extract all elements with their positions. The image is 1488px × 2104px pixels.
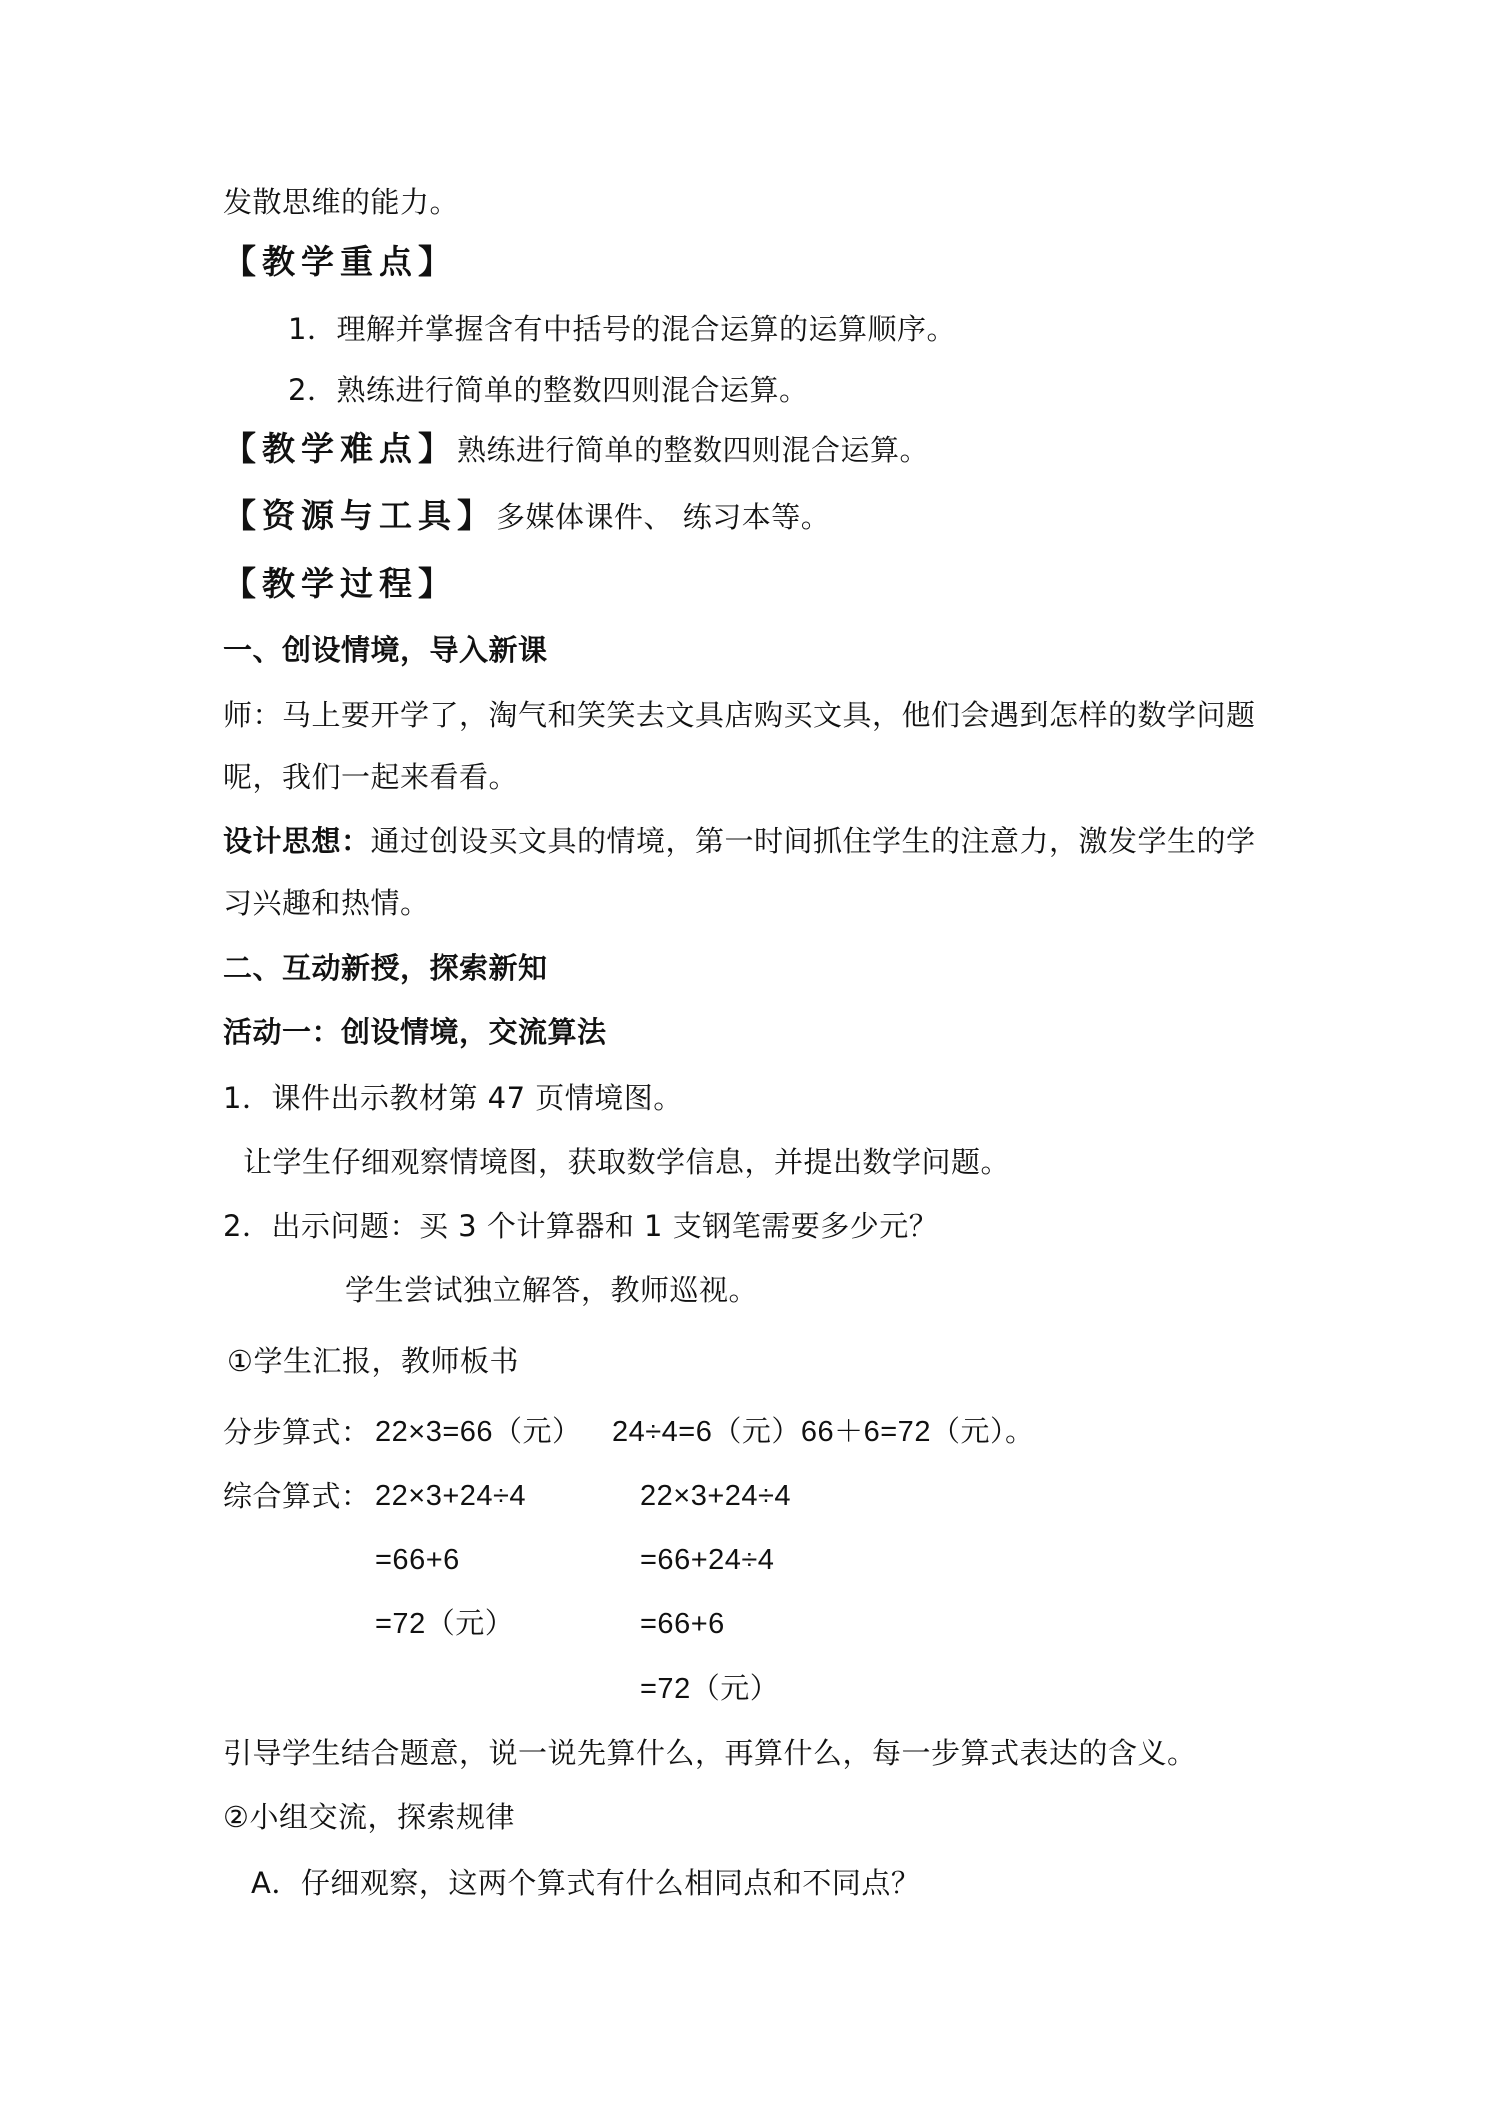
calc-step: =66+24÷4 (640, 1544, 775, 1576)
heading-difficulty: 【教学难点】 (223, 429, 457, 468)
paragraph-line: 习兴趣和热情。 (223, 886, 430, 920)
calc-step: =66+6 (640, 1608, 725, 1640)
resources-text: 多媒体课件、 练习本等。 (496, 500, 831, 534)
stepwise-expression: 22×3=66（元） (375, 1416, 582, 1448)
combined-label: 综合算式： (223, 1479, 371, 1513)
calc-step: 22×3+24÷4 (375, 1480, 527, 1512)
paragraph-line: 呢，我们一起来看看。 (223, 760, 519, 794)
design-label: 设计思想： (223, 824, 371, 858)
stepwise-label: 分步算式： (223, 1415, 371, 1449)
heading-resources: 【资源与工具】 (223, 496, 496, 535)
heading-key-points: 【教学重点】 (223, 242, 457, 281)
calc-step: =66+6 (375, 1544, 460, 1576)
section-title: 一、创设情境，导入新课 (223, 633, 548, 667)
resources-line (223, 497, 830, 536)
difficulty-text: 熟练进行简单的整数四则混合运算。 (457, 433, 930, 467)
calc-step: =72（元） (375, 1608, 515, 1640)
section-title: 二、互动新授，探索新知 (223, 951, 548, 985)
calc-step: =72（元） (640, 1673, 780, 1705)
text-line: 发散思维的能力。 (223, 185, 460, 219)
paragraph-line: ②小组交流，探索规律 (223, 1800, 515, 1834)
paragraph-line: 师：马上要开学了，淘气和笑笑去文具店购买文具，他们会遇到怎样的数学问题 (223, 698, 1256, 732)
report-line: ①学生汇报，教师板书 (227, 1344, 519, 1378)
activity-title: 活动一：创设情境，交流算法 (223, 1015, 607, 1049)
step-line: 1．课件出示教材第 47 页情境图。 (223, 1081, 683, 1115)
step-detail: 让学生仔细观察情境图，获取数学信息，并提出数学问题。 (243, 1145, 1011, 1179)
calc-step: 22×3+24÷4 (640, 1480, 792, 1512)
stepwise-expression: 24÷4=6（元）66＋6=72（元）。 (612, 1416, 1035, 1448)
heading-process: 【教学过程】 (223, 564, 457, 603)
design-line (223, 822, 1256, 860)
design-text: 通过创设买文具的情境，第一时间抓住学生的注意力，激发学生的学 (370, 824, 1256, 858)
list-item: 2．熟练进行简单的整数四则混合运算。 (288, 373, 809, 407)
paragraph-line: 引导学生结合题意，说一说先算什么，再算什么，每一步算式表达的含义。 (223, 1736, 1197, 1770)
step-line: 2．出示问题：买 3 个计算器和 1 支钢笔需要多少元？ (223, 1209, 939, 1243)
step-detail: 学生尝试独立解答，教师巡视。 (345, 1273, 759, 1307)
list-item: 1．理解并掌握含有中括号的混合运算的运算顺序。 (288, 312, 956, 346)
difficulty-line (223, 430, 929, 469)
paragraph-line: A．仔细观察，这两个算式有什么相同点和不同点？ (251, 1866, 921, 1900)
